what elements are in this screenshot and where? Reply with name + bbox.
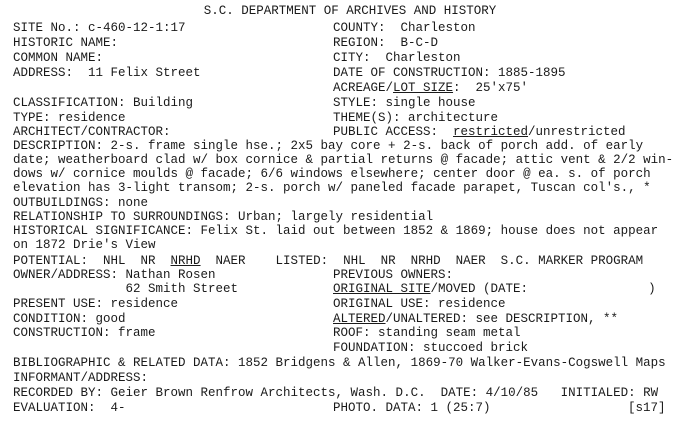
description-line: elevation has 3-light transom; 2-s. porch w/ paneled facade parapet, Tuscan col's., * (13, 181, 651, 195)
owner-address: OWNER/ADDRESS: Nathan Rosen (13, 268, 216, 282)
roof: ROOF: standing seam metal (333, 326, 521, 340)
informant-address: INFORMANT/ADDRESS: (13, 371, 149, 385)
description-line: DESCRIPTION: 2-s. frame single hse.; 2x5 bay core + 2-s. back of porch add. of early (13, 139, 644, 153)
address: ADDRESS: 11 Felix Street (13, 66, 201, 80)
classification: CLASSIFICATION: Building (13, 96, 194, 110)
date-of-construction: DATE OF CONSTRUCTION: 1885-1895 (333, 66, 566, 80)
bibliographic-data: BIBLIOGRAPHIC & RELATED DATA: 1852 Bridgens & Allen, 1869-70 Walker-Evans-Cogswell Maps (13, 356, 666, 370)
form-title: S.C. DEPARTMENT OF ARCHIVES AND HISTORY (203, 4, 497, 18)
style: STYLE: single house (333, 96, 476, 110)
relationship-to-surroundings: RELATIONSHIP TO SURROUNDINGS: Urban; largely residential (13, 210, 434, 224)
historical-significance-line: on 1872 Drie's View (13, 238, 156, 252)
potential-listed: POTENTIAL: NHL NR NRHD NAER LISTED: NHL NR NRHD NAER S.C. MARKER PROGRAM (13, 254, 644, 268)
previous-owners: PREVIOUS OWNERS: (333, 268, 454, 282)
architect-contractor: ARCHITECT/CONTRACTOR: (13, 125, 171, 139)
acreage-lot-size: ACREAGE/LOT SIZE: 25'x75' (333, 81, 529, 95)
recorded-by: RECORDED BY: Geier Brown Renfrow Architects, Wash. D.C. DATE: 4/10/85 INITIALED: RW (13, 386, 659, 400)
region: REGION: B-C-D (333, 36, 439, 50)
present-use: PRESENT USE: residence (13, 297, 179, 311)
site-number: SITE No.: c-460-12-1:17 (13, 21, 186, 35)
themes: THEME(S): architecture (333, 111, 499, 125)
owner-street: 62 Smith Street (13, 282, 239, 296)
page-code: [s17] (628, 401, 666, 415)
historical-significance-line: HISTORICAL SIGNIFICANCE: Felix St. laid out between 1852 & 1869; house does not appear (13, 224, 659, 238)
original-site-moved: ORIGINAL SITE/MOVED (DATE: ) (333, 282, 656, 296)
foundation: FOUNDATION: stuccoed brick (333, 341, 529, 355)
altered-unaltered: ALTERED/UNALTERED: see DESCRIPTION, ** (333, 312, 619, 326)
city: CITY: Charleston (333, 51, 461, 65)
condition: CONDITION: good (13, 312, 126, 326)
photo-data: PHOTO. DATA: 1 (25:7) (333, 401, 491, 415)
common-name: COMMON NAME: (13, 51, 104, 65)
type: TYPE: residence (13, 111, 126, 125)
historic-name: HISTORIC NAME: (13, 36, 119, 50)
public-access: PUBLIC ACCESS: restricted/unrestricted (333, 125, 626, 139)
construction: CONSTRUCTION: frame (13, 326, 156, 340)
description-line: dows w/ cornice moulds @ facade; 6/6 windows elsewhere; center door @ ea. s. of porch (13, 167, 651, 181)
original-use: ORIGINAL USE: residence (333, 297, 506, 311)
description-line: date; weatherboard clad w/ box cornice & partial returns @ facade; attic vent & 2/2 win- (13, 153, 674, 167)
county: COUNTY: Charleston (333, 21, 476, 35)
evaluation: EVALUATION: 4- (13, 401, 126, 415)
outbuildings: OUTBUILDINGS: none (13, 196, 149, 210)
